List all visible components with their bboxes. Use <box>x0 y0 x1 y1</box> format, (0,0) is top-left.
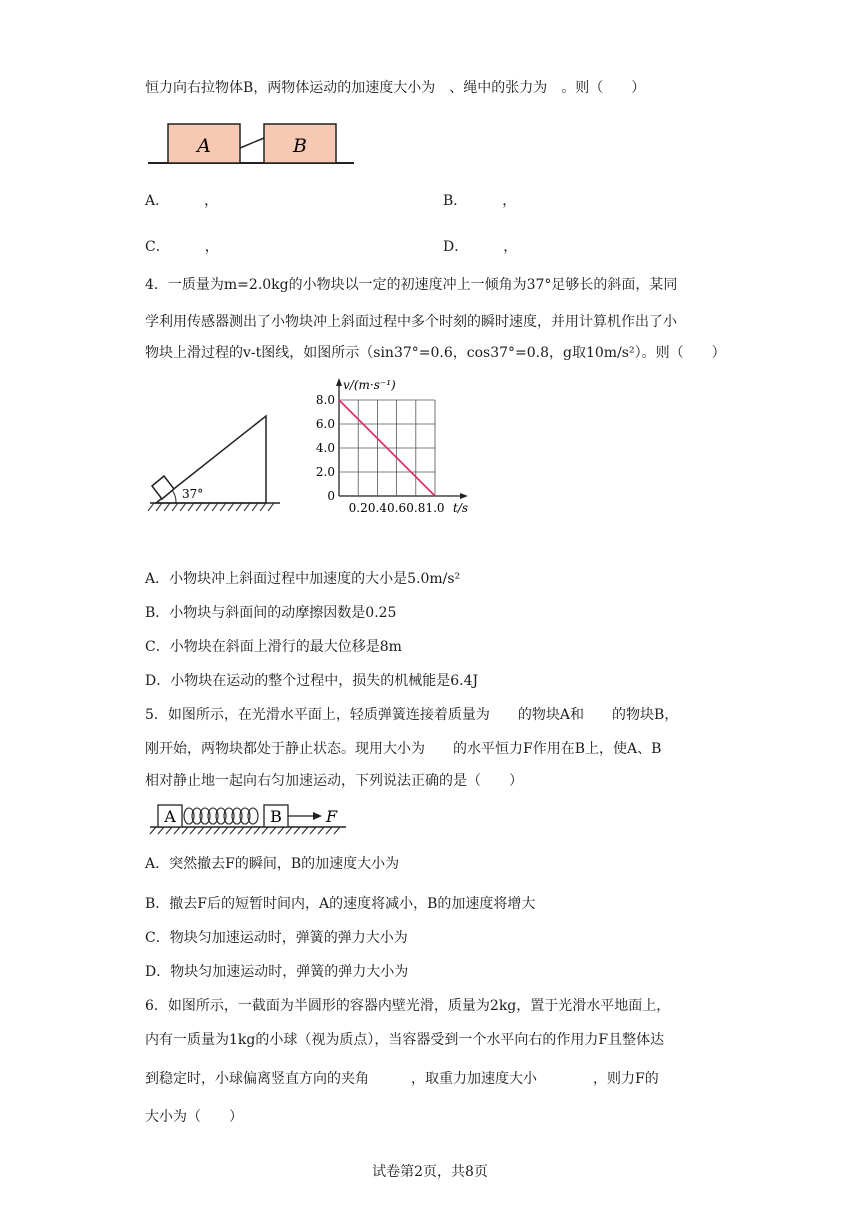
q5-stem-line-2: 刚开始，两物块都处于静止状态。现用大小为 的水平恒力F作用在B上，使A、B <box>145 741 662 757</box>
q4-stem-line-1: 4．一质量为m=2.0kg的小物块以一定的初速度冲上一倾角为37°足够长的斜面，某同 <box>145 277 678 293</box>
x-tick-label: 0.8 <box>406 501 426 515</box>
incline-figure <box>148 408 288 518</box>
y-axis-label: v/(m·s⁻¹) <box>343 378 396 392</box>
rope <box>240 138 264 148</box>
q3-blocks-figure <box>148 120 358 168</box>
q5-option-d: D．物块匀加速运动时，弹簧的弹力大小为 <box>145 964 409 980</box>
q5-option-c: C．物块匀加速运动时，弹簧的弹力大小为 <box>145 930 408 946</box>
x-tick-label: 0.6 <box>387 501 407 515</box>
q5-stem-line-1: 5．如图所示，在光滑水平面上，轻质弹簧连接着质量为 的物块A和 的物块B， <box>145 707 679 723</box>
x-tick-label: 0.4 <box>367 501 387 515</box>
y-tick-label: 0 <box>327 489 335 503</box>
x-tick-label: 0.2 <box>348 501 368 515</box>
force-label: F <box>326 807 338 826</box>
block-a-label: A <box>197 135 211 157</box>
spring <box>184 808 258 824</box>
q4-option-d: D．小物块在运动的整个过程中，损失的机械能是6.4J <box>145 673 479 689</box>
q6-stem-line-1: 6．如图所示，一截面为半圆形的容器内壁光滑，质量为2kg，置于光滑水平地面上， <box>145 998 671 1014</box>
q6-stem-line-2: 内有一质量为1kg的小球（视为质点），当容器受到一个水平向右的作用力F且整体达 <box>145 1032 665 1048</box>
spring-figure <box>150 801 350 841</box>
q3-option-b: B． ， <box>443 193 517 209</box>
block-a-label: A <box>164 807 176 826</box>
q4-option-a: A．小物块冲上斜面过程中加速度的大小是5.0m/s² <box>145 571 461 587</box>
q6-stem-line-3: 到稳定时，小球偏离竖直方向的夹角 ，取重力加速度大小 ，则力F的 <box>145 1071 659 1087</box>
block-b-label: B <box>293 135 307 157</box>
q4-option-c: C．小物块在斜面上滑行的最大位移是8m <box>145 639 402 655</box>
angle-label: 37° <box>182 487 204 501</box>
x-axis-label: t/s <box>453 501 469 515</box>
y-tick-label: 6.0 <box>315 417 335 431</box>
page-footer: 试卷第2页，共8页 <box>372 1164 488 1180</box>
q3-option-d: D． ， <box>443 239 518 255</box>
q5-option-a: A．突然撤去F的瞬间，B的加速度大小为 <box>145 856 400 872</box>
q4-stem-line-2: 学利用传感器测出了小物块冲上斜面过程中多个时刻的瞬时速度，并用计算机作出了小 <box>145 314 677 330</box>
y-tick-label: 4.0 <box>315 441 335 455</box>
y-tick-label: 8.0 <box>315 393 335 407</box>
y-axis-arrow <box>336 378 342 386</box>
small-block <box>152 476 174 499</box>
x-tick-label: 1.0 <box>425 501 445 515</box>
q3-option-c: C． ， <box>145 239 219 255</box>
q5-option-b: B．撤去F后的短暂时间内，A的速度将减小，B的加速度将增大 <box>145 896 536 912</box>
q5-stem-line-3: 相对静止地一起向右匀加速运动，下列说法正确的是（ ） <box>145 773 523 789</box>
q3-option-a: A． ， <box>145 193 219 209</box>
block-b-label: B <box>270 807 282 826</box>
q6-stem-line-4: 大小为（ ） <box>145 1109 243 1125</box>
vt-chart <box>315 378 475 518</box>
x-axis-arrow <box>460 493 468 499</box>
y-tick-label: 2.0 <box>315 465 335 479</box>
q4-stem-line-3: 物块上滑过程的v-t图线，如图所示（sin37°=0.6，cos37°=0.8，g取10m/s²）。则（ ） <box>145 345 726 361</box>
q4-option-b: B．小物块与斜面间的动摩擦因数是0.25 <box>145 605 397 621</box>
q3-stem-line: 恒力向右拉物体B，两物体运动的加速度大小为 、绳中的张力为 。则（ ） <box>145 80 646 96</box>
